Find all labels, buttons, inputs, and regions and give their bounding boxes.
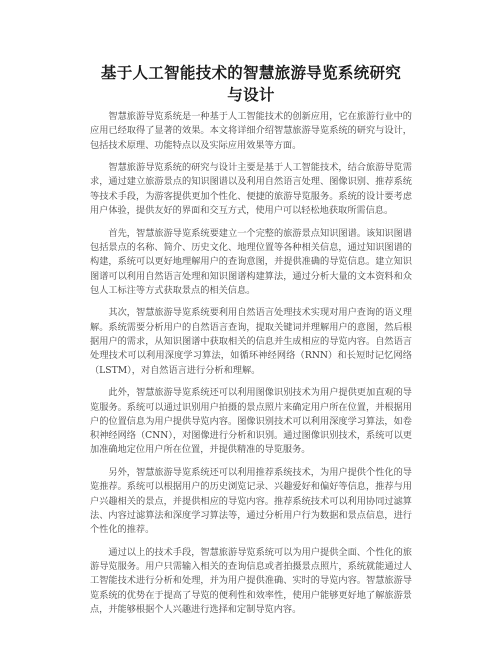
document-title-line-2: 与设计 <box>227 86 275 104</box>
paragraph-intro: 智慧旅游导览系统是一种基于人工智能技术的创新应用，它在旅游行业中的应用已经取得了显著的效果。本文将详细介绍智慧旅游导览系统的研究与设计，包括技术原理、功能特点以及实际应用效果等方面。 <box>90 111 412 151</box>
document-title-line-1: 基于人工智能技术的智慧旅游导览系统研究 <box>100 64 402 82</box>
paragraph-overview: 智慧旅游导览系统的研究与设计主要是基于人工智能技术，结合旅游导览需求，通过建立旅游景点的知识图谱以及利用自然语言处理、图像识别、推荐系统等技术手段，为游客提供更加个性化、便捷的旅游导览服务。系统的设计要考虑用户体验，提供友好的界面和交互方式，使用户可以轻松地获取所需信息。 <box>90 162 412 217</box>
paragraph-knowledge-graph: 首先，智慧旅游导览系统要建立一个完整的旅游景点知识图谱。该知识图谱包括景点的名称、简介、历史文化、地理位置等各种相关信息，通过知识图谱的构建，系统可以更好地理解用户的查询意图，并提供准确的导览信息。建立知识图谱可以利用自然语言处理和知识图谱构建算法，通过分析大量的文本资料和众包人工标注等方式获取景点的相关信息。 <box>90 227 412 296</box>
paragraph-recommendation: 另外，智慧旅游导览系统还可以利用推荐系统技术，为用户提供个性化的导览推荐。系统可以根据用户的历史浏览记录、兴趣爱好和偏好等信息，推荐与用户兴趣相关的景点，并提供相应的导览内容。推荐系统技术可以利用协同过滤算法、内容过滤算法和深度学习算法等，通过分析用户行为数据和景点信息，进行个性化的推荐。 <box>90 467 412 536</box>
paragraph-conclusion: 通过以上的技术手段，智慧旅游导览系统可以为用户提供全面、个性化的旅游导览服务。用户只需输入相关的查询信息或者拍摄景点照片，系统就能通过人工智能技术进行分析和处理，并为用户提供准确、实时的导览内容。智慧旅游导览系统的优势在于提高了导览的便利性和效率性，使用户能够更好地了解旅游景点，并能够根据个人兴趣进行选择和定制导览内容。 <box>90 546 412 615</box>
paragraph-nlp: 其次，智慧旅游导览系统要利用自然语言处理技术实现对用户查询的语义理解。系统需要分析用户的自然语言查询，提取关键词并理解用户的意图，然后根据用户的需求，从知识图谱中获取相关的信息并生成相应的导览内容。自然语言处理技术可以利用深度学习算法，如循环神经网络（RNN）和长短时记忆网络（LSTM），对自然语言进行分析和理解。 <box>90 307 412 376</box>
document-body <box>90 110 412 626</box>
paragraph-image-recognition: 此外，智慧旅游导览系统还可以利用图像识别技术为用户提供更加直观的导览服务。系统可以通过识别用户拍摄的景点照片来确定用户所在位置，并根据用户的位置信息为用户提供导览内容。图像识别技术可以利用深度学习算法，如卷积神经网络（CNN），对图像进行分析和识别。通过图像识别技术，系统可以更加准确地定位用户所在位置，并提供精准的导览服务。 <box>90 387 412 456</box>
